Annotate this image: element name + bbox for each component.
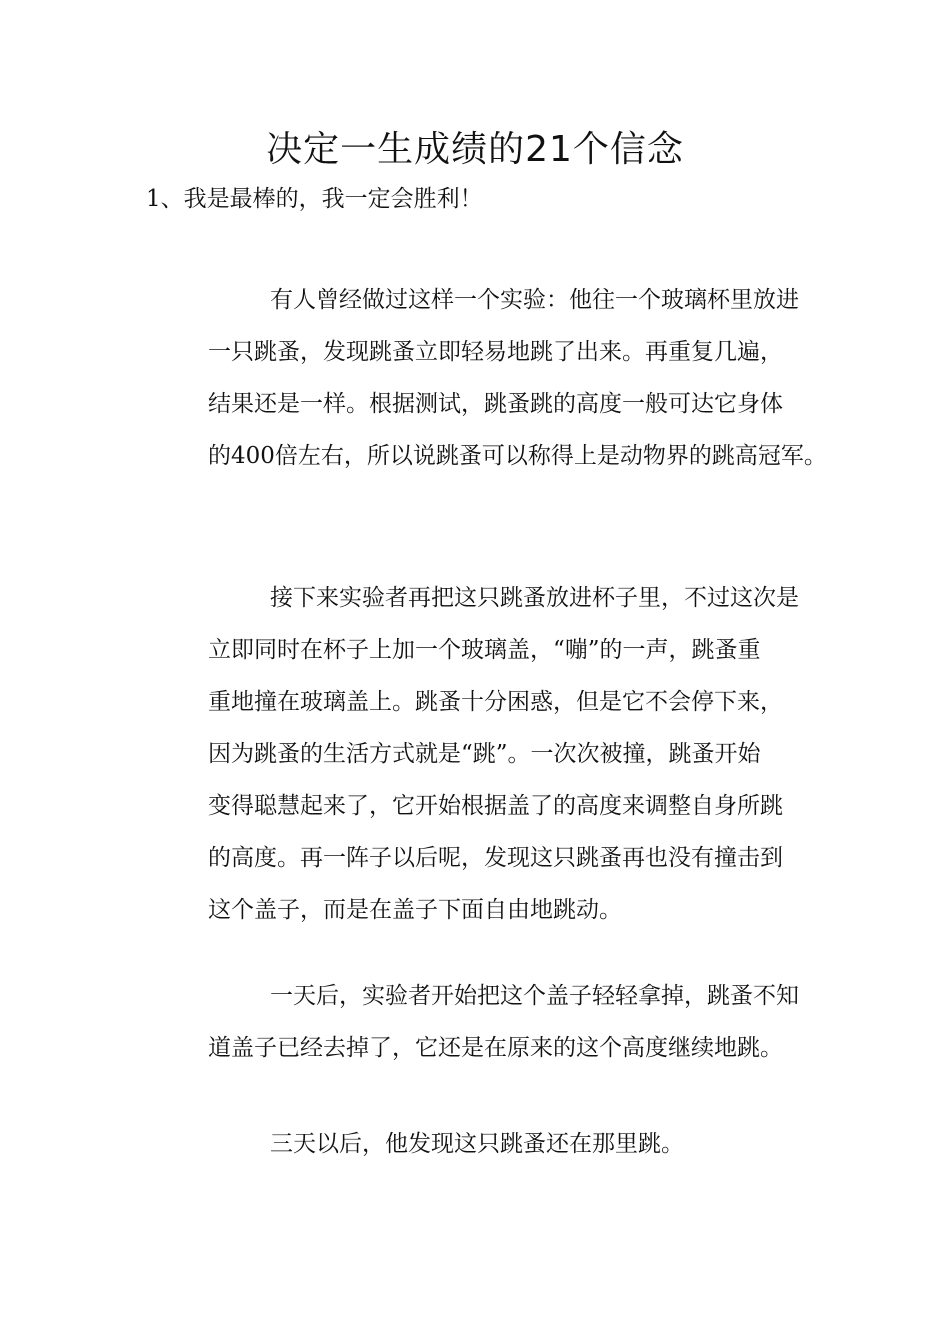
paragraph-line: 三天以后，他发现这只跳蚤还在那里跳。 — [270, 1131, 684, 1157]
paragraph-1 — [146, 274, 826, 482]
paragraph-2 — [146, 572, 826, 936]
paragraph-line: 一只跳蚤，发现跳蚤立即轻易地跳了出来。再重复几遍， — [208, 339, 783, 365]
paragraph-line: 的高度。再一阵子以后呢，发现这只跳蚤再也没有撞击到 — [208, 845, 783, 871]
paragraph-4 — [146, 1118, 826, 1170]
paragraph-line: 变得聪慧起来了，它开始根据盖了的高度来调整自身所跳 — [208, 793, 783, 819]
section-heading: 1、我是最棒的，我一定会胜利！ — [146, 186, 483, 212]
paragraph-3 — [146, 970, 826, 1074]
paragraph-line: 道盖子已经去掉了，它还是在原来的这个高度继续地跳。 — [208, 1035, 783, 1061]
paragraph-line: 重地撞在玻璃盖上。跳蚤十分困惑，但是它不会停下来， — [208, 689, 783, 715]
document-title: 决定一生成绩的21个信念 — [266, 129, 684, 170]
paragraph-line: 立即同时在杯子上加一个玻璃盖，“嘣”的一声，跳蚤重 — [208, 637, 761, 663]
paragraph-line: 一天后，实验者开始把这个盖子轻轻拿掉，跳蚤不知 — [270, 983, 799, 1009]
paragraph-line: 接下来实验者再把这只跳蚤放进杯子里，不过这次是 — [270, 585, 799, 611]
paragraph-line: 有人曾经做过这样一个实验：他往一个玻璃杯里放进 — [270, 287, 799, 313]
paragraph-line: 因为跳蚤的生活方式就是“跳”。一次次被撞，跳蚤开始 — [208, 741, 761, 767]
paragraph-line: 的400倍左右，所以说跳蚤可以称得上是动物界的跳高冠军。 — [208, 443, 827, 469]
paragraph-line: 这个盖子，而是在盖子下面自由地跳动。 — [208, 897, 622, 923]
paragraph-line: 结果还是一样。根据测试，跳蚤跳的高度一般可达它身体 — [208, 391, 783, 417]
